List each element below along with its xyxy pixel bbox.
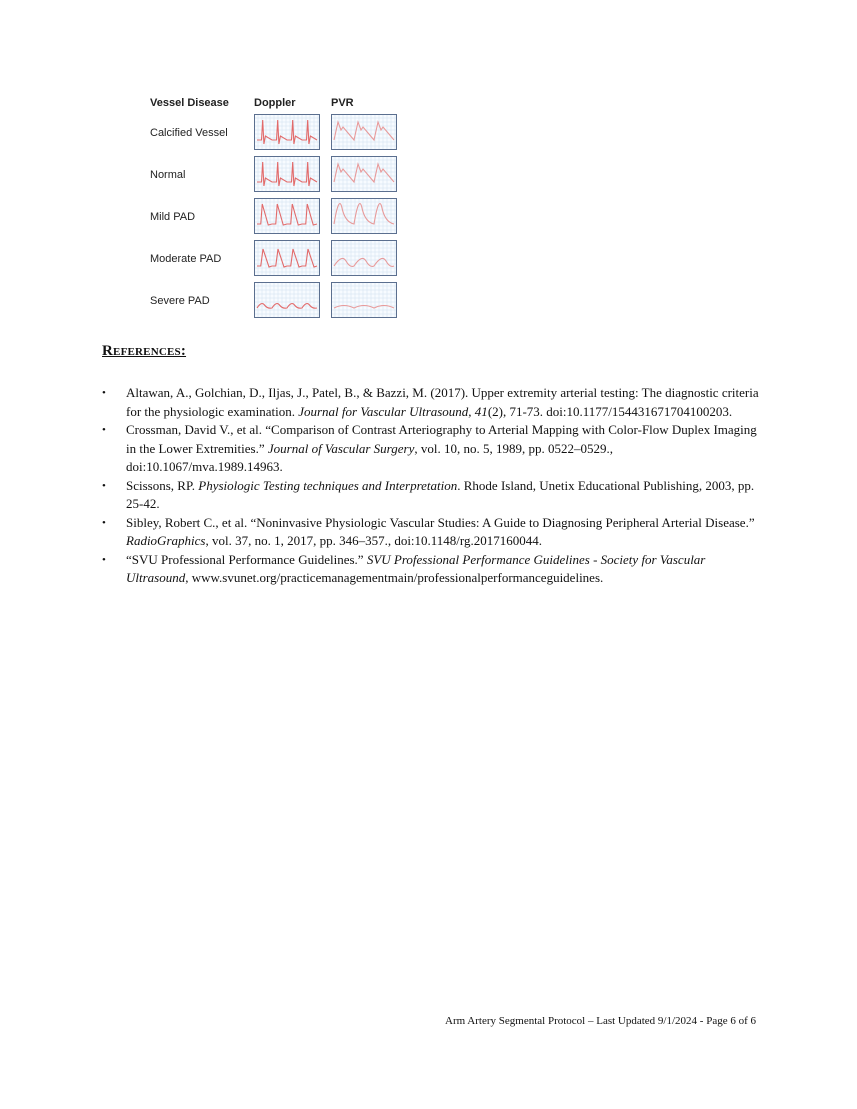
reference-source-title: SVU Professional Performance Guidelines - Society for Vascular Ultrasound [126,551,706,585]
reference-text: “SVU Professional Performance Guidelines.” [126,551,367,567]
doppler-waveform [254,198,320,234]
waveform-row [150,281,410,323]
pvr-waveform [331,240,397,276]
pvr-header: PVR [331,97,354,109]
waveform-row [150,155,410,197]
vessel-disease-header: Vessel Disease [150,97,229,109]
reference-text: Altawan, A., Golchian, D., Iljas, J., Patel, B., & Bazzi, M. (2017). Upper extremity arterial testing: The diagnostic criteria for the physiologic examination. [126,385,759,419]
doppler-waveform [254,240,320,276]
reference-text: Crossman, David V., et al. “Comparison of Contrast Arteriography to Arterial Mapping with Color-Flow Duplex Imaging in the Lower Extremities.” [126,422,757,456]
reference-source-title: RadioGraphics [126,533,206,548]
reference-source-title: Journal of Vascular Surgery [267,440,415,456]
bullet-icon: • [102,479,106,492]
reference-item [102,384,762,421]
doppler-waveform [254,114,320,150]
pvr-waveform [331,198,397,234]
vessel-disease-label: Moderate PAD [150,253,222,265]
reference-item [102,514,762,551]
reference-source-title: Physiologic Testing techniques and Interpretation [198,477,458,493]
doppler-waveform [254,282,320,318]
reference-text: , vol. 37, no. 1, 2017, pp. 346–357., doi:10.1148/rg.2017160044. [205,533,543,548]
reference-item [102,551,762,588]
waveform-table [150,95,410,323]
references-heading: References: [102,343,187,359]
doppler-header: Doppler [254,97,296,109]
reference-text: (2), 71-73. doi:10.1177/154431671704100203. [487,403,733,419]
pvr-waveform [331,114,397,150]
waveform-row [150,239,410,281]
bullet-icon: • [102,516,106,529]
vessel-disease-label: Normal [150,169,186,181]
pvr-waveform [331,282,397,318]
vessel-disease-label: Mild PAD [150,211,196,223]
reference-source-title: Journal for Vascular Ultrasound, 41 [298,403,488,419]
waveform-row [150,197,410,239]
reference-text: Sibley, Robert C., et al. “Noninvasive Physiologic Vascular Studies: A Guide to Diagnosing Peripheral Arterial Disease.” [126,514,755,530]
bullet-icon: • [102,387,106,399]
waveform-row [150,113,410,155]
page-footer: Arm Artery Segmental Protocol – Last Updated 9/1/2024 - Page 6 of 6 [445,1015,756,1027]
waveform-table-header [150,95,410,113]
doppler-waveform [254,156,320,192]
reference-text: Scissons, RP. [126,477,199,493]
bullet-icon: • [102,424,106,436]
vessel-disease-label: Calcified Vessel [150,127,228,139]
reference-text: . Rhode Island, Unetix Educational Publishing, 2003, pp. 25-42. [126,477,755,511]
reference-item [102,477,762,514]
reference-item [102,421,762,477]
waveform-table-rows [150,113,410,323]
references-list [102,384,762,588]
pvr-waveform [331,156,397,192]
reference-text: , www.svunet.org/practicemanagementmain/professionalperformanceguidelines. [185,570,604,585]
reference-text: , vol. 10, no. 5, 1989, pp. 0522–0529., doi:10.1067/mva.1989.14963. [126,440,613,474]
vessel-disease-label: Severe PAD [150,295,210,307]
bullet-icon: • [102,553,106,566]
